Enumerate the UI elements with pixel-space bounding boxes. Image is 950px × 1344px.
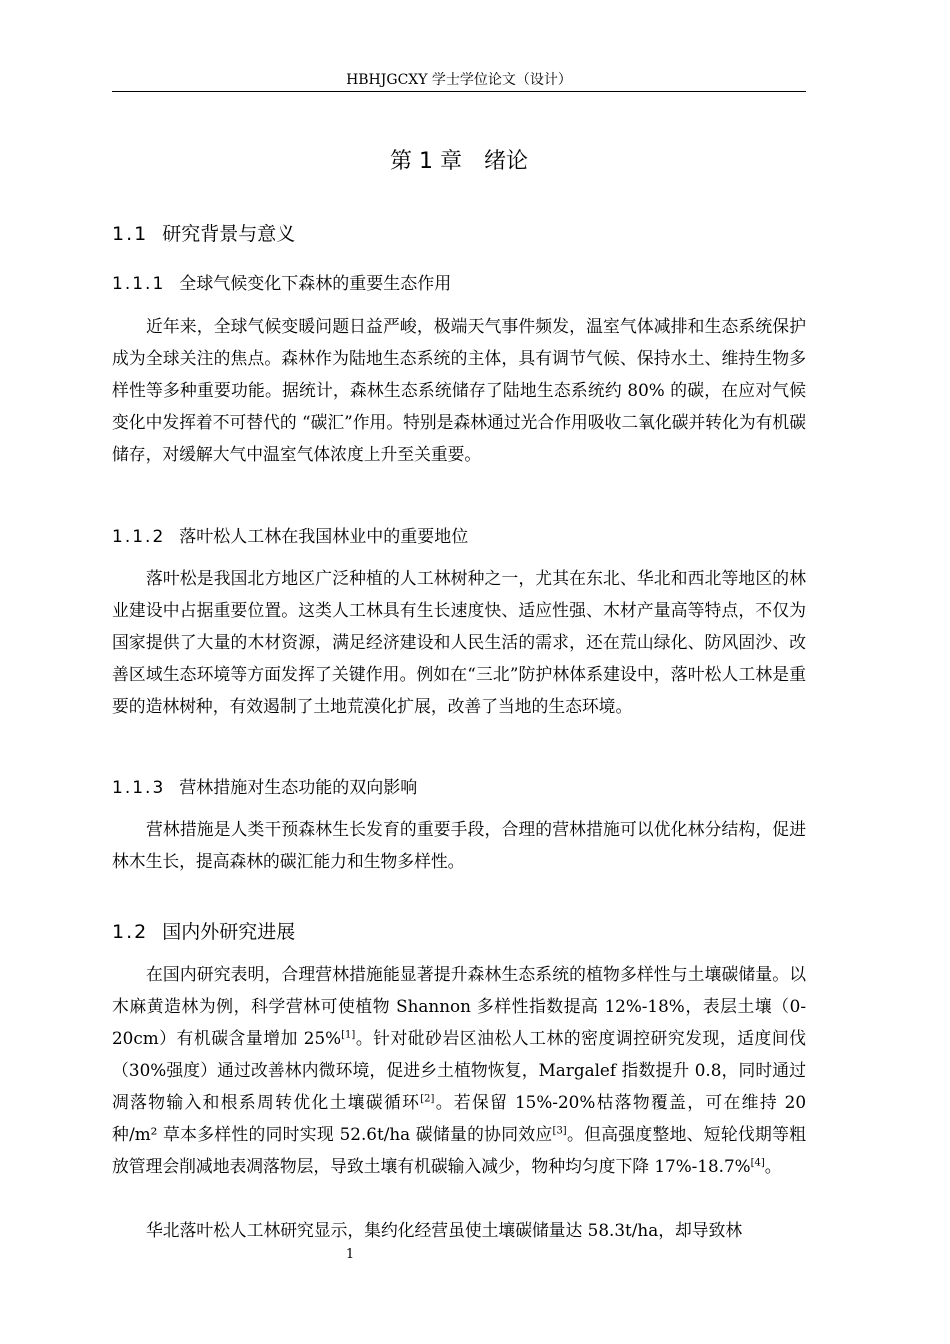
running-header: HBHJGCXY 学士学位论文（设计） — [346, 72, 572, 88]
paragraph-1-1-1: 近年来，全球气候变暖问题日益严峻，极端天气事件频发，温室气体减排和生态系统保护成为全球关注的焦点。森林作为陆地生态系统的主体，具有调节气候、保持水土、维持生物多样性等多种重要功能。据统计，森林生态系统储存了陆地生态系统约 80% 的碳，在应对气候变化中发挥着不可替代的 “碳汇”作用。特别是森林通过光合作用吸收二氧化碳并转化为有机碳储存，对缓解大气中温室气体浓度上升至关重要。 — [112, 316, 806, 464]
section-title: 研究背景与意义 — [162, 223, 296, 245]
citation-2[interactable]: [2] — [420, 1093, 435, 1105]
subsection-title: 营林措施对生态功能的双向影响 — [179, 778, 418, 798]
subsection-number: 1.1.1 — [112, 274, 166, 294]
citation-1[interactable]: [1] — [341, 1029, 356, 1041]
paragraph-text: 。针对砒砂岩区油松人工林的密度调控研究发现，适度间伐（30%强度）通过改善林内微环境，促进乡土植物恢复，Margalef 指数提升 0.8，同时通过凋落物输入和根系周转优化土壤碳循环 — [112, 1028, 806, 1112]
section-number: 1.2 — [112, 921, 149, 943]
subsection-heading-1-1-1 — [112, 271, 451, 297]
section-heading-1-2 — [112, 918, 295, 946]
section-title: 国内外研究进展 — [162, 921, 296, 943]
subsection-heading-1-1-2 — [112, 524, 468, 550]
subsection-number: 1.1.2 — [112, 527, 166, 547]
section-heading-1-1 — [112, 220, 295, 248]
paragraph-1-1-2: 落叶松是我国北方地区广泛种植的人工林树种之一，尤其在东北、华北和西北等地区的林业建设中占据重要位置。这类人工林具有生长速度快、适应性强、木材产量高等特点，不仅为国家提供了大量的木材资源，满足经济建设和人民生活的需求，还在荒山绿化、防风固沙、改善区域生态环境等方面发挥了关键作用。例如在“三北”防护林体系建设中，落叶松人工林是重要的造林树种，有效遏制了土地荒漠化扩展，改善了当地的生态环境。 — [112, 568, 806, 716]
page-number: 1 — [345, 1247, 355, 1262]
subsection-title: 全球气候变化下森林的重要生态作用 — [179, 274, 452, 294]
paragraph-text: 在国内研究表明，合理营林措施能显著提升森林生态系统的植物多样性与土壤碳储量。以木麻黄造林为例，科学营林可使植物 Shannon 多样性指数提高 12%-18%，表层土壤（0-20cm）有机碳含量增加 25% — [112, 964, 806, 1048]
subsection-heading-1-1-3 — [112, 775, 417, 801]
paragraph-text: 。若保留 15%-20%枯落物覆盖，可在维持 20 种/m² 草本多样性的同时实现 52.6t/ha 碳储量的协同效应 — [112, 1092, 806, 1144]
paragraph-1-2-research — [112, 958, 806, 1182]
subsection-title: 落叶松人工林在我国林业中的重要地位 — [179, 527, 469, 547]
section-number: 1.1 — [112, 223, 149, 245]
paragraph-1-2-continued: 华北落叶松人工林研究显示，集约化经营虽使土壤碳储量达 58.3t/ha，却导致林 — [146, 1220, 743, 1240]
header-rule — [112, 91, 806, 92]
chapter-title: 第 1 章 绪论 — [390, 149, 528, 174]
paragraph-text: 。但高强度整地、短轮伐期等粗放管理会削减地表凋落物层，导致土壤有机碳输入减少，物种均匀度下降 17%-18.7% — [112, 1124, 806, 1176]
paragraph-1-1-3: 营林措施是人类干预森林生长发育的重要手段，合理的营林措施可以优化林分结构，促进林木生长，提高森林的碳汇能力和生物多样性。 — [112, 819, 806, 871]
subsection-number: 1.1.3 — [112, 778, 166, 798]
citation-4[interactable]: [4] — [750, 1157, 765, 1169]
citation-3[interactable]: [3] — [552, 1125, 567, 1137]
paragraph-text: 。 — [764, 1156, 782, 1176]
